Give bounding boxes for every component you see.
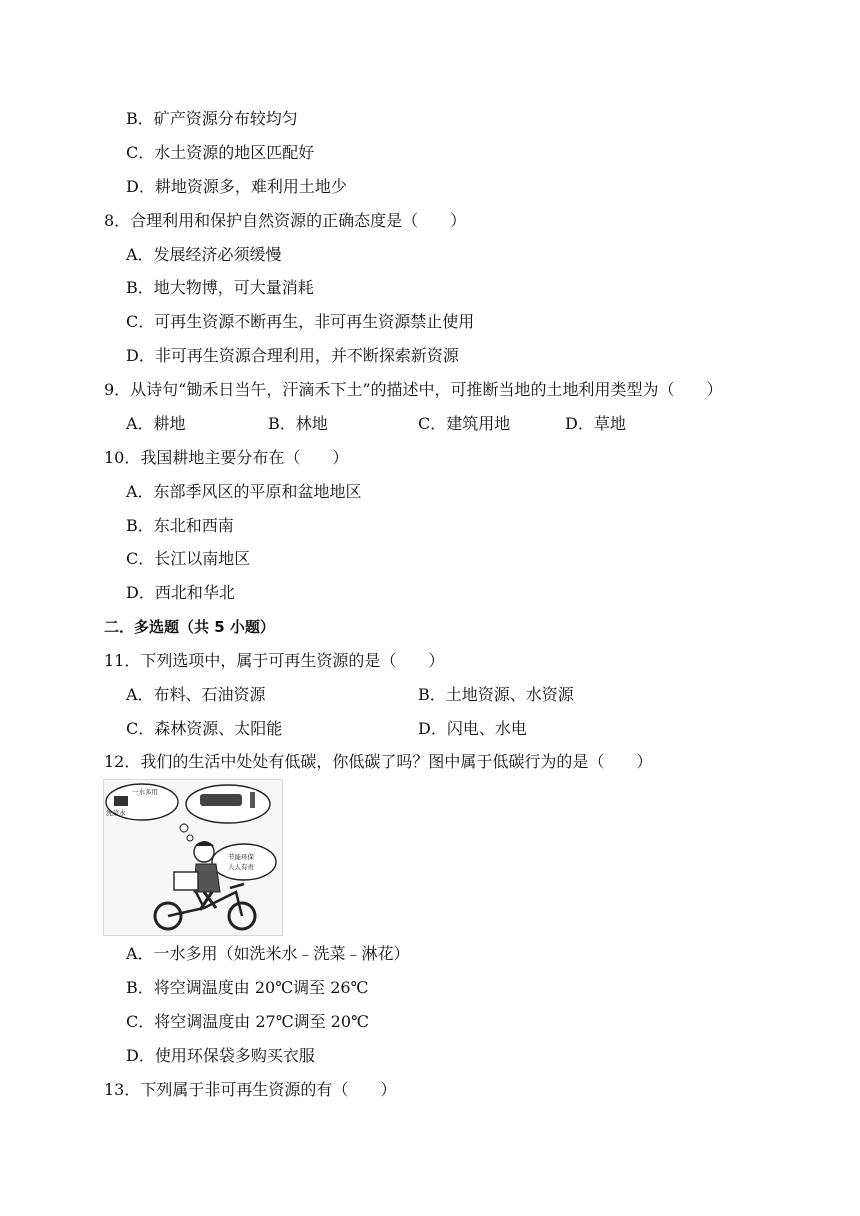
q12-option-d: D．使用环保袋多购买衣服	[126, 1046, 315, 1065]
q12-option-b: B．将空调温度由 20℃调至 26℃	[126, 978, 369, 997]
section-heading-multiple-choice: 二．多选题（共 5 小题）	[104, 618, 275, 636]
bubble-text-wash-water: 洗菜水	[106, 809, 126, 817]
q7-option-c: C．水土资源的地区匹配好	[126, 143, 315, 162]
low-carbon-cyclist-illustration	[103, 779, 283, 936]
q8-option-d: D．非可再生资源合理利用，并不断探索新资源	[126, 346, 459, 365]
q12-option-a: A．一水多用（如洗米水﹣洗菜﹣淋花）	[126, 944, 410, 963]
bubble-text-energy-saving: 节能环保	[228, 853, 254, 861]
q10-stem: 10．我国耕地主要分布在（ ）	[104, 448, 349, 467]
q9-option-d: D．草地	[565, 414, 626, 433]
q7-option-d: D．耕地资源多，难利用土地少	[126, 177, 347, 196]
q9-stem: 9．从诗句“锄禾日当午，汗滴禾下土”的描述中，可推断当地的土地利用类型为（ ）	[104, 380, 723, 399]
q8-stem: 8．合理利用和保护自然资源的正确态度是（ ）	[104, 211, 467, 230]
q8-option-b: B．地大物博，可大量消耗	[126, 278, 314, 297]
bubble-text-responsibility: 人人有责	[228, 863, 254, 871]
q13-stem: 13．下列属于非可再生资源的有（ ）	[104, 1080, 397, 1099]
q11-option-d: D．闪电、水电	[418, 719, 527, 738]
q10-option-c: C．长江以南地区	[126, 549, 251, 568]
q8-option-a: A．发展经济必须缓慢	[126, 245, 282, 264]
eco-bag-icon	[174, 872, 198, 890]
air-conditioner-icon	[200, 794, 242, 806]
q9-option-b: B．林地	[268, 414, 328, 433]
q11-stem: 11．下列选项中，属于可再生资源的是（ ）	[104, 651, 445, 670]
bubble-text-one-water: 一水多用	[132, 788, 158, 796]
q9-option-c: C．建筑用地	[418, 414, 511, 433]
q10-option-a: A．东部季风区的平原和盆地地区	[126, 482, 362, 501]
thermometer-icon	[250, 792, 255, 808]
q11-option-a: A．布料、石油资源	[126, 685, 266, 704]
q11-option-c: C．森林资源、太阳能	[126, 719, 283, 738]
q7-option-b: B．矿产资源分布较均匀	[126, 109, 298, 128]
q12-stem: 12．我们的生活中处处有低碳，你低碳了吗？图中属于低碳行为的是（ ）	[104, 752, 653, 771]
q11-option-b: B．土地资源、水资源	[418, 685, 574, 704]
q10-option-d: D．西北和华北	[126, 583, 235, 602]
q10-option-b: B．东北和西南	[126, 516, 234, 535]
q8-option-c: C．可再生资源不断再生，非可再生资源禁止使用	[126, 312, 475, 331]
q12-option-c: C．将空调温度由 27℃调至 20℃	[126, 1012, 369, 1031]
q9-option-a: A．耕地	[126, 414, 186, 433]
basin-icon	[114, 796, 128, 806]
